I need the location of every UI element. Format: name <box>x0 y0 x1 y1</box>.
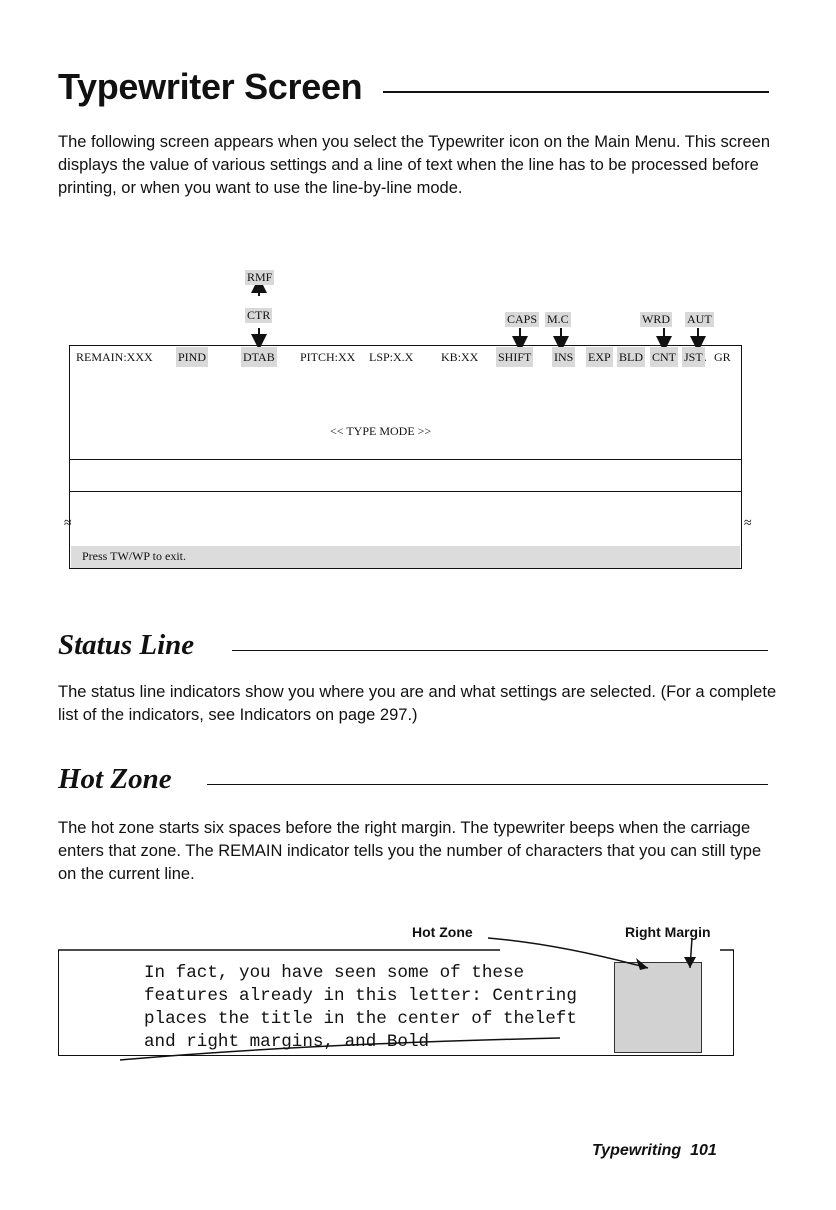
hot-zone-pointer <box>488 938 648 968</box>
status-line <box>76 347 742 367</box>
remain-indicator: REMAIN:XXX <box>76 350 153 364</box>
hot-zone-label: Hot Zone <box>412 924 473 940</box>
gr-indicator: GR <box>714 350 731 364</box>
dtab-indicator: DTAB <box>241 347 277 367</box>
bld-indicator: BLD <box>617 347 645 367</box>
page-title: Typewriter Screen <box>58 66 363 107</box>
status-line-text: The status line indicators show you where you are and what settings are selected. (For a complete list of the indicators, see Indicators on page 297.) <box>58 683 777 724</box>
jst-indicator: JST <box>682 347 705 367</box>
page-number: 101 <box>690 1142 717 1159</box>
hot-zone-heading: Hot Zone <box>58 763 172 795</box>
sample-overflow-2: ring <box>534 986 577 1006</box>
status-line-heading: Status Line <box>58 629 195 661</box>
sample-line-4: and right margins, and Bold <box>144 1032 430 1052</box>
rmf-label: RMF <box>247 270 273 284</box>
status-line-paragraph <box>58 681 778 727</box>
pind-indicator: PIND <box>176 347 208 367</box>
screen-divider-1 <box>69 459 742 460</box>
sample-line-2: features already in this letter: Centring <box>144 986 577 1006</box>
right-margin-label: Right Margin <box>625 924 711 940</box>
hot-zone-text-block <box>144 962 577 1054</box>
hot-zone-shading <box>614 962 702 1053</box>
wrd-label: WRD <box>642 312 670 326</box>
ctr-label: CTR <box>247 308 271 322</box>
mc-label: M.C <box>547 312 569 326</box>
status-line-rule <box>232 650 768 651</box>
hot-zone-paragraph <box>58 817 778 886</box>
kb-indicator: KB:XX <box>441 350 479 364</box>
break-mark-right: ≈ <box>744 516 752 531</box>
cnt-indicator: CNT <box>650 347 678 367</box>
typewriter-screen-figure <box>0 0 836 600</box>
intro-text: The following screen appears when you select the Typewriter icon on the Main Menu. This screen displays the value of various settings and a line of text when the line has to be processed before printing, or when you want to use the line-by-line mode. <box>58 133 771 197</box>
caps-label: CAPS <box>507 312 538 326</box>
hot-zone-arrowhead <box>636 958 648 970</box>
sample-line-1: In fact, you have seen some of these <box>144 963 525 983</box>
hot-zone-text: The hot zone starts six spaces before the right margin. The typewriter beeps when the carriage enters that zone. The REMAIN indicator tells you the number of characters that you can still type on the current line. <box>58 819 762 883</box>
bottom-swoosh <box>120 1038 560 1060</box>
shift-indicator: SHIFT <box>496 347 533 367</box>
footer-label: Typewriting <box>592 1142 682 1159</box>
sample-overflow-3: left <box>534 1009 577 1029</box>
break-mark-left: ≈ <box>64 516 72 531</box>
hot-zone-frame <box>58 950 734 1056</box>
screen-divider-2 <box>69 491 742 492</box>
right-margin-arrowhead <box>684 957 696 968</box>
lsp-indicator: LSP:X.X <box>369 350 414 364</box>
sample-line-3: places the title in the center of theleft <box>144 1009 577 1029</box>
pitch-indicator: PITCH:XX <box>300 350 356 364</box>
right-margin-pointer <box>690 938 692 968</box>
exp-indicator: EXP <box>586 347 613 367</box>
aut-label: AUT <box>687 312 712 326</box>
type-mode-label: << TYPE MODE >> <box>330 424 432 438</box>
screen-frame <box>69 345 742 569</box>
page-footer <box>592 1142 717 1160</box>
ins-indicator: INS <box>552 347 575 367</box>
hot-zone-rule <box>207 784 768 785</box>
exit-prompt: Press TW/WP to exit. <box>82 549 186 563</box>
